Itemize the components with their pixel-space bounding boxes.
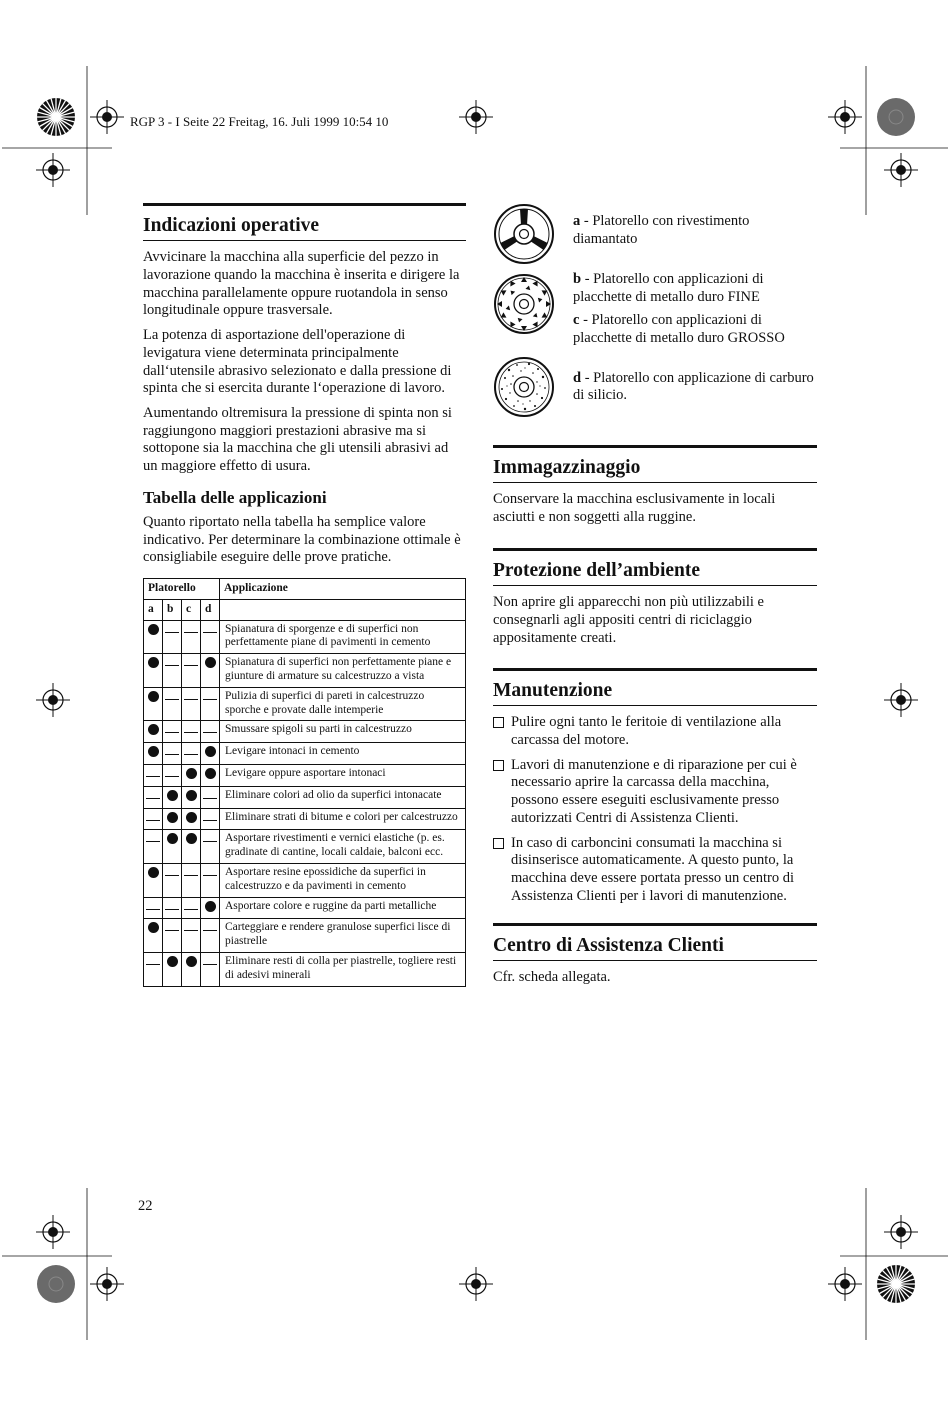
table-row: [144, 743, 466, 765]
dash-icon: [146, 798, 160, 799]
dash-icon: [184, 930, 198, 931]
applications-table: [143, 578, 466, 987]
bullet-dot-icon: [205, 657, 216, 668]
application-text: Levigare oppure asportare intonaci: [220, 765, 466, 787]
maintenance-list: [493, 714, 817, 905]
subheader-a: a: [144, 599, 163, 620]
table-row: [144, 864, 466, 898]
mark-cell: [201, 897, 220, 919]
bullet-dot-icon: [148, 922, 159, 933]
table-title: Tabella delle applicazioni: [143, 487, 327, 507]
checkbox-square-icon: [493, 838, 504, 849]
bullet-dot-icon: [148, 657, 159, 668]
table-body: [144, 620, 466, 986]
bullet-dot-icon: [205, 901, 216, 912]
mark-cell: [182, 953, 201, 987]
section-title: Manutenzione: [493, 679, 817, 706]
disc-row-bc: [493, 273, 817, 354]
dash-icon: [203, 964, 217, 965]
mark-cell: [182, 687, 201, 721]
bullet-dot-icon: [186, 956, 197, 967]
subheader-b: b: [163, 599, 182, 620]
dash-icon: [165, 776, 179, 777]
bullet-dot-icon: [148, 867, 159, 878]
dash-icon: [146, 841, 160, 842]
application-text: Asportare colore e ruggine da parti metalliche: [220, 897, 466, 919]
application-text: Spianatura di sporgenze e di superfici non perfettamente piane di pavimenti in cemento: [220, 620, 466, 654]
dash-icon: [203, 798, 217, 799]
mark-cell: [163, 765, 182, 787]
dash-icon: [184, 732, 198, 733]
disc-desc-a: a - Platorello con rivestimento diamantato: [573, 213, 750, 247]
mark-cell: [144, 786, 163, 808]
application-text: Eliminare resti di colla per piastrelle, togliere resti di adesivi minerali: [220, 953, 466, 987]
mark-cell: [182, 830, 201, 864]
disc-row-a: [493, 203, 817, 265]
mark-cell: [163, 808, 182, 830]
application-text: Asportare resine epossidiche da superfici in calcestruzzo e da pavimenti in cemento: [220, 864, 466, 898]
disc-desc-d: d - Platorello con applicazione di carburo di silicio.: [573, 369, 814, 404]
dash-icon: [165, 930, 179, 931]
mark-cell: [163, 786, 182, 808]
dash-icon: [165, 665, 179, 666]
bullet-dot-icon: [167, 790, 178, 801]
section-storage: [493, 445, 817, 534]
mark-cell: [182, 654, 201, 688]
mark-cell: [201, 654, 220, 688]
mark-cell: [163, 919, 182, 953]
header-platorello: Platorello: [144, 579, 220, 600]
bullet-dot-icon: [167, 956, 178, 967]
application-text: Spianatura di superfici non perfettamente piane e giunture di armature su calcestruzzo a vista: [220, 654, 466, 688]
page-number: 22: [138, 1198, 153, 1214]
mark-cell: [163, 953, 182, 987]
section-title: Indicazioni operative: [143, 214, 466, 241]
mark-cell: [144, 721, 163, 743]
dash-icon: [184, 632, 198, 633]
subheader-c: c: [182, 599, 201, 620]
mark-cell: [182, 919, 201, 953]
bullet-dot-icon: [148, 724, 159, 735]
mark-cell: [144, 765, 163, 787]
mark-cell: [201, 743, 220, 765]
dash-icon: [165, 732, 179, 733]
section-service: [493, 923, 817, 994]
application-text: Smussare spigoli su parti in calcestruzzo: [220, 721, 466, 743]
paragraph: Non aprire gli apparecchi non più utilizzabili e consegnarli agli appositi centri di riciclaggio appositamente creati.: [493, 594, 764, 646]
dash-icon: [146, 820, 160, 821]
mark-cell: [201, 620, 220, 654]
bullet-dot-icon: [205, 746, 216, 757]
mark-cell: [201, 721, 220, 743]
bullet-dot-icon: [186, 833, 197, 844]
mark-cell: [201, 786, 220, 808]
list-item: In caso di carboncini consumati la macchina si disinserisce automaticamente. A questo punto, la macchina deve essere portata presso un centro di Assistenza Clienti per i lavori di manutenzione.: [493, 835, 817, 906]
print-header: RGP 3 - I Seite 22 Freitag, 16. Juli 1999 10:54 10: [130, 114, 389, 129]
dash-icon: [203, 632, 217, 633]
mark-cell: [201, 864, 220, 898]
mark-cell: [144, 743, 163, 765]
mark-cell: [201, 953, 220, 987]
table-row: [144, 786, 466, 808]
dash-icon: [203, 875, 217, 876]
table-row: [144, 953, 466, 987]
mark-cell: [144, 953, 163, 987]
section-title: Protezione dell’ambiente: [493, 559, 817, 586]
mark-cell: [144, 897, 163, 919]
mark-cell: [144, 830, 163, 864]
dash-icon: [184, 909, 198, 910]
mark-cell: [201, 765, 220, 787]
application-text: Pulizia di superfici di pareti in calcestruzzo sporche e provate dalle intemperie: [220, 687, 466, 721]
mark-cell: [163, 721, 182, 743]
dash-icon: [165, 909, 179, 910]
mark-cell: [163, 743, 182, 765]
mark-cell: [163, 864, 182, 898]
mark-cell: [163, 687, 182, 721]
silicon-carbide-disc-icon: [493, 356, 555, 418]
mark-cell: [201, 687, 220, 721]
mark-cell: [144, 687, 163, 721]
table-row: [144, 620, 466, 654]
bullet-dot-icon: [205, 768, 216, 779]
application-text: Eliminare colori ad olio da superfici intonacate: [220, 786, 466, 808]
mark-cell: [163, 897, 182, 919]
dash-icon: [184, 665, 198, 666]
bullet-dot-icon: [186, 768, 197, 779]
mark-cell: [144, 864, 163, 898]
table-row: [144, 830, 466, 864]
dash-icon: [165, 875, 179, 876]
mark-cell: [201, 919, 220, 953]
dash-icon: [203, 699, 217, 700]
dash-icon: [203, 732, 217, 733]
mark-cell: [144, 919, 163, 953]
section-operating-instructions: [143, 203, 466, 476]
list-item: Pulire ogni tanto le feritoie di ventilazione alla carcassa del motore.: [493, 714, 817, 749]
paragraph: Aumentando oltremisura la pressione di spinta non si raggiungono maggiori prestazioni abrasive ma si sottopone sia la macchina che gli utensili abrasivi ad un maggiore effetto di usura.: [143, 404, 452, 474]
dash-icon: [203, 841, 217, 842]
disc-desc-b: b - Platorello con applicazioni di placchette di metallo duro FINE: [573, 271, 764, 305]
dash-icon: [146, 964, 160, 965]
mark-cell: [163, 830, 182, 864]
table-row: [144, 808, 466, 830]
table-row: [144, 687, 466, 721]
header-applicazione: Applicazione: [220, 579, 466, 600]
dash-icon: [165, 754, 179, 755]
paragraph: La potenza di asportazione dell'operazione di levigatura viene determinata principalmente dall‘utensile abrasivo selezionato e dalla pressione di spinta che si esercita durante l‘operazione di lavoro.: [143, 327, 452, 397]
mark-cell: [163, 654, 182, 688]
mark-cell: [182, 743, 201, 765]
dash-icon: [184, 754, 198, 755]
section-environment: [493, 548, 817, 654]
paragraph: Cfr. scheda allegata.: [493, 969, 611, 986]
disc-row-d: [493, 356, 817, 418]
mark-cell: [182, 620, 201, 654]
mark-cell: [201, 830, 220, 864]
checkbox-square-icon: [493, 760, 504, 771]
checkbox-square-icon: [493, 717, 504, 728]
table-intro: Quanto riportato nella tabella ha semplice valore indicativo. Per determinare la combinazione ottimale è consigliabile eseguire delle prove pratiche.: [143, 514, 461, 566]
application-text: Carteggiare e rendere granulose superfici lisce di piastrelle: [220, 919, 466, 953]
paragraph: Avvicinare la macchina alla superficie del pezzo in lavorazione quando la macchina è inserita e dirigere la macchina parallelamente oppure ruotandola in senso longitudinale oppure trasversale.: [143, 249, 460, 319]
bullet-dot-icon: [148, 624, 159, 635]
mark-cell: [182, 897, 201, 919]
mark-cell: [201, 808, 220, 830]
disc-desc-c: c - Platorello con applicazioni di placchette di metallo duro GROSSO: [573, 312, 785, 347]
mark-cell: [182, 786, 201, 808]
mark-cell: [163, 620, 182, 654]
dash-icon: [184, 875, 198, 876]
dash-icon: [165, 632, 179, 633]
table-header-row: [144, 579, 466, 600]
subheader-d: d: [201, 599, 220, 620]
mark-cell: [144, 654, 163, 688]
table-row: [144, 897, 466, 919]
mark-cell: [182, 765, 201, 787]
table-row: [144, 765, 466, 787]
dash-icon: [146, 909, 160, 910]
dash-icon: [146, 776, 160, 777]
list-item: Lavori di manutenzione e di riparazione per cui è necessario aprire la carcassa della macchina, possono essere eseguiti esclusivamente presso autorizzati Centri di Assistenza Clienti.: [493, 757, 817, 828]
subheader-blank: [220, 599, 466, 620]
section-maintenance: [493, 668, 817, 912]
mark-cell: [144, 808, 163, 830]
bullet-dot-icon: [186, 812, 197, 823]
bullet-dot-icon: [148, 691, 159, 702]
left-column: [143, 203, 466, 987]
application-text: Levigare intonaci in cemento: [220, 743, 466, 765]
mark-cell: [144, 620, 163, 654]
dash-icon: [165, 699, 179, 700]
dash-icon: [203, 820, 217, 821]
application-text: Asportare rivestimenti e vernici elastiche (p. es. gradinate di cantine, locali caldaie, balconi ecc.: [220, 830, 466, 864]
bullet-dot-icon: [167, 812, 178, 823]
section-title: Centro di Assistenza Clienti: [493, 934, 817, 961]
dash-icon: [203, 930, 217, 931]
dash-icon: [184, 699, 198, 700]
disc-legend: [493, 203, 817, 418]
application-text: Eliminare strati di bitume e colori per calcestruzzo: [220, 808, 466, 830]
mark-cell: [182, 864, 201, 898]
bullet-dot-icon: [167, 833, 178, 844]
mark-cell: [182, 808, 201, 830]
table-row: [144, 654, 466, 688]
bullet-dot-icon: [186, 790, 197, 801]
section-title: Immagazzinaggio: [493, 456, 817, 483]
table-subheader-row: [144, 599, 466, 620]
table-row: [144, 721, 466, 743]
paragraph: Conservare la macchina esclusivamente in locali asciutti e non soggetti alla ruggine.: [493, 491, 776, 526]
carbide-disc-icon: [493, 273, 555, 335]
mark-cell: [182, 721, 201, 743]
table-row: [144, 919, 466, 953]
diamond-disc-icon: [493, 203, 555, 265]
bullet-dot-icon: [148, 746, 159, 757]
